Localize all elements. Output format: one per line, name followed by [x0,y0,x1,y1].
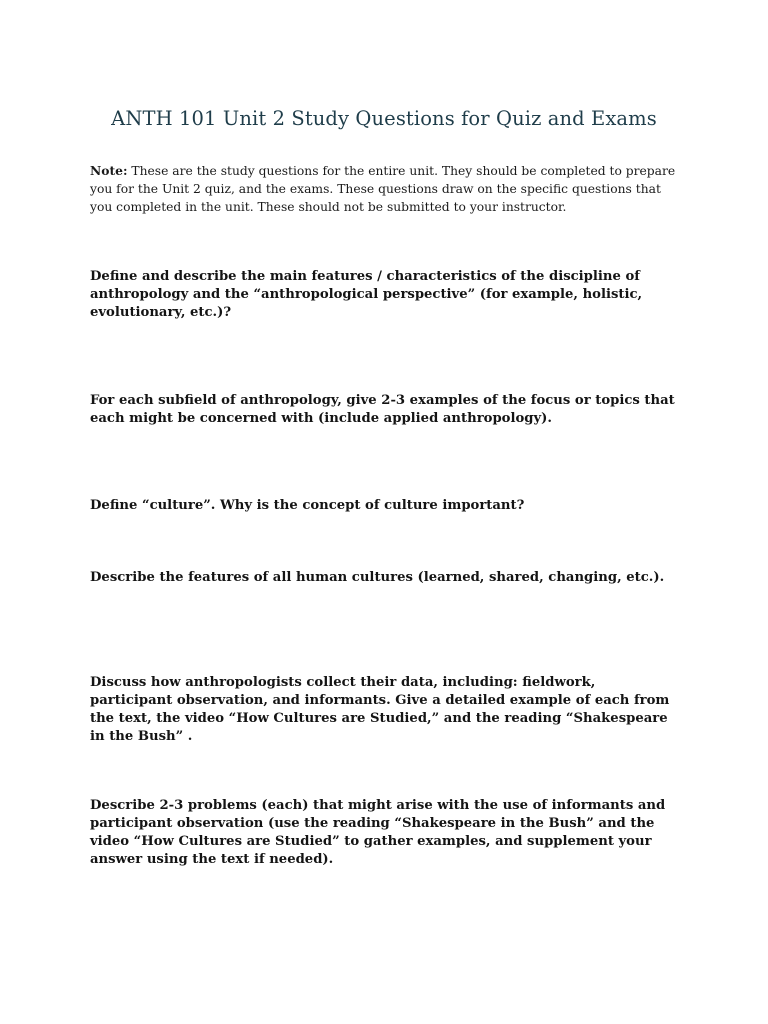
study-question-1: Define and describe the main features / characteristics of the discipline of anthropology and the “anthropological perspective” (for example, holistic, evolutionary, etc.)? [90,269,643,320]
study-question-5: Discuss how anthropologists collect their data, including: fieldwork, participant observation, and informants. Give a detailed example of each from the text, the video “How Cultures are Studied,” and the reading “Shakespeare in the Bush” . [90,675,670,744]
study-question-2: For each subfield of anthropology, give 2-3 examples of the focus or topics that each might be concerned with (include applied anthropology). [90,393,675,426]
note-paragraph [90,162,680,216]
study-question-4: Describe the features of all human cultures (learned, shared, changing, etc.). [90,570,665,585]
note-text: These are the study questions for the entire unit. They should be completed to prepare you for the Unit 2 quiz, and the exams. These questions draw on the specific questions that you completed in the unit. These should not be submitted to your instructor. [90,164,676,214]
note-label: Note: [90,163,128,178]
study-question-3: Define “culture”. Why is the concept of culture important? [90,498,525,513]
document-title: ANTH 101 Unit 2 Study Questions for Quiz and Exams [111,107,657,130]
study-question-6: Describe 2-3 problems (each) that might arise with the use of informants and participant observation (use the reading “Shakespeare in the Bush” and the video “How Cultures are Studied” to gather examples, and supplement your answer using the text if needed). [90,798,666,867]
